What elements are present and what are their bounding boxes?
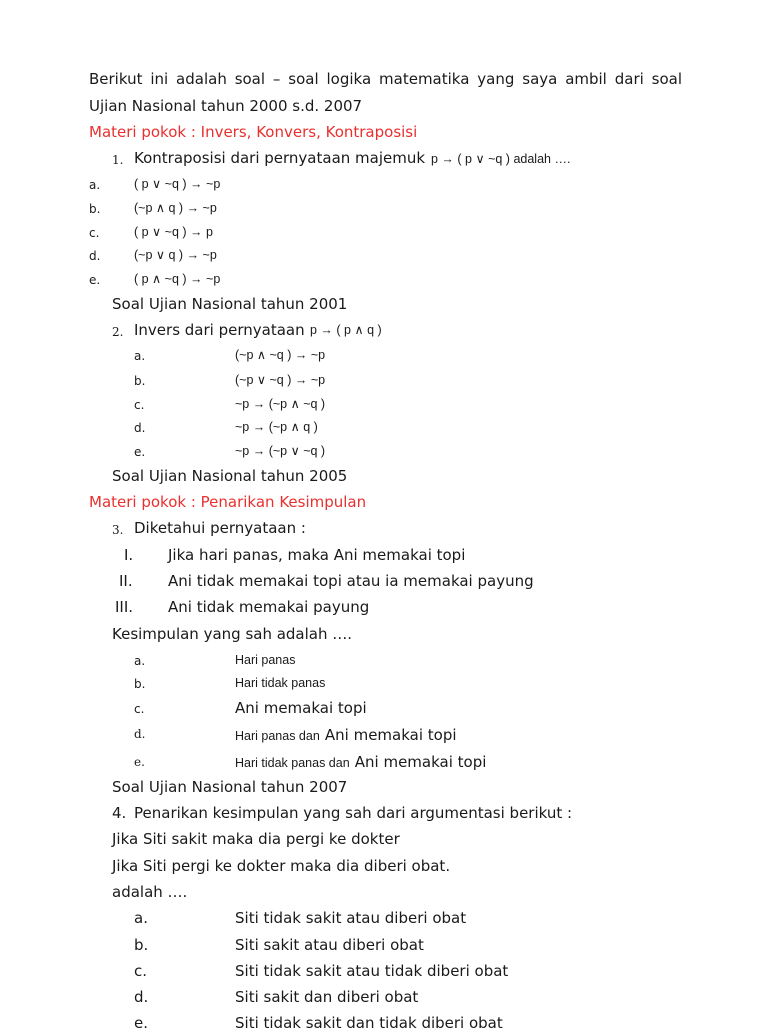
intro-line-1: Berikut ini adalah soal – soal logika matematika yang saya ambil dari soal <box>89 70 682 88</box>
question-formula: p → ( p ∨ ~q ) adalah …. <box>431 152 571 166</box>
option-letter: d. <box>134 421 146 435</box>
premise-text: Ani tidak memakai topi atau ia memakai payung <box>168 572 534 590</box>
option-letter: a. <box>134 349 146 363</box>
question-prompt: Kesimpulan yang sah adalah …. <box>112 625 353 643</box>
question-number: 1. <box>112 153 124 167</box>
option-text: ~p → (~p ∧ q ) <box>235 420 318 434</box>
option-letter: e. <box>134 1014 148 1032</box>
option-letter: c. <box>89 226 100 240</box>
option-letter: e. <box>89 273 101 287</box>
option-text: Siti sakit dan diberi obat <box>235 988 419 1006</box>
section-heading-invers: Materi pokok : Invers, Konvers, Kontraposisi <box>89 123 418 141</box>
option-letter: d. <box>134 988 149 1006</box>
option-letter: b. <box>89 202 101 216</box>
option-text: ( p ∧ ~q ) → ~p <box>134 272 221 286</box>
option-text: Siti tidak sakit atau diberi obat <box>235 909 467 927</box>
premise-numeral: III. <box>115 598 134 616</box>
option-letter: a. <box>89 178 101 192</box>
option-letter: c. <box>134 962 148 980</box>
option-text: (~p ∨ q ) → ~p <box>134 248 217 262</box>
option-text: ( p ∨ ~q ) → ~p <box>134 177 221 191</box>
question-text: Diketahui pernyataan : <box>134 519 306 537</box>
option-letter: d. <box>89 249 101 263</box>
option-letter: b. <box>134 936 149 954</box>
option-text: (~p ∧ ~q ) → ~p <box>235 348 326 362</box>
option-text: Siti sakit atau diberi obat <box>235 936 424 954</box>
option-text: Hari tidak panas dan Ani memakai topi <box>235 753 487 771</box>
option-text: Hari panas <box>235 653 296 667</box>
question-text: Invers dari pernyataan <box>134 321 305 339</box>
question-number: 4. <box>112 804 127 822</box>
option-text: (~p ∧ q ) → ~p <box>134 201 217 215</box>
option-letter: b. <box>134 374 146 388</box>
premise-numeral: I. <box>124 546 134 564</box>
premise-text: Ani tidak memakai payung <box>168 598 370 616</box>
source-note: Soal Ujian Nasional tahun 2005 <box>112 467 348 485</box>
option-letter: e. <box>134 445 146 459</box>
option-letter: b. <box>134 677 146 691</box>
option-letter: d. <box>134 727 146 741</box>
premise-text: Jika Siti sakit maka dia pergi ke dokter <box>112 830 400 848</box>
option-text: (~p ∨ ~q ) → ~p <box>235 373 326 387</box>
question-formula: p → ( p ∧ q ) <box>310 323 382 337</box>
option-text: ( p ∨ ~q ) → p <box>134 225 213 239</box>
question-text: Kontraposisi dari pernyataan majemuk <box>134 149 426 167</box>
option-text: ~p → (~p ∧ ~q ) <box>235 397 326 411</box>
option-text: Ani memakai topi <box>235 699 367 717</box>
question-number: 3. <box>112 523 124 537</box>
section-heading-penarikan: Materi pokok : Penarikan Kesimpulan <box>89 493 367 511</box>
premise-numeral: II. <box>119 572 133 590</box>
intro-line-2: Ujian Nasional tahun 2000 s.d. 2007 <box>89 97 363 115</box>
option-letter: a. <box>134 654 146 668</box>
question-prompt: adalah …. <box>112 883 188 901</box>
question-number: 2. <box>112 325 124 339</box>
option-text: Hari tidak panas <box>235 676 326 690</box>
option-text: Siti tidak sakit dan tidak diberi obat <box>235 1014 503 1032</box>
option-letter: c. <box>134 702 145 716</box>
option-letter: a. <box>134 909 148 927</box>
premise-text: Jika Siti pergi ke dokter maka dia diberi obat. <box>112 857 451 875</box>
premise-text: Jika hari panas, maka Ani memakai topi <box>168 546 466 564</box>
source-note: Soal Ujian Nasional tahun 2001 <box>112 295 348 313</box>
option-letter: e. <box>134 755 145 769</box>
option-text: Siti tidak sakit atau tidak diberi obat <box>235 962 509 980</box>
option-text: Hari panas dan Ani memakai topi <box>235 726 457 744</box>
question-text: Penarikan kesimpulan yang sah dari argumentasi berikut : <box>134 804 573 822</box>
option-text: ~p → (~p ∨ ~q ) <box>235 444 326 458</box>
option-letter: c. <box>134 398 145 412</box>
source-note: Soal Ujian Nasional tahun 2007 <box>112 778 348 796</box>
